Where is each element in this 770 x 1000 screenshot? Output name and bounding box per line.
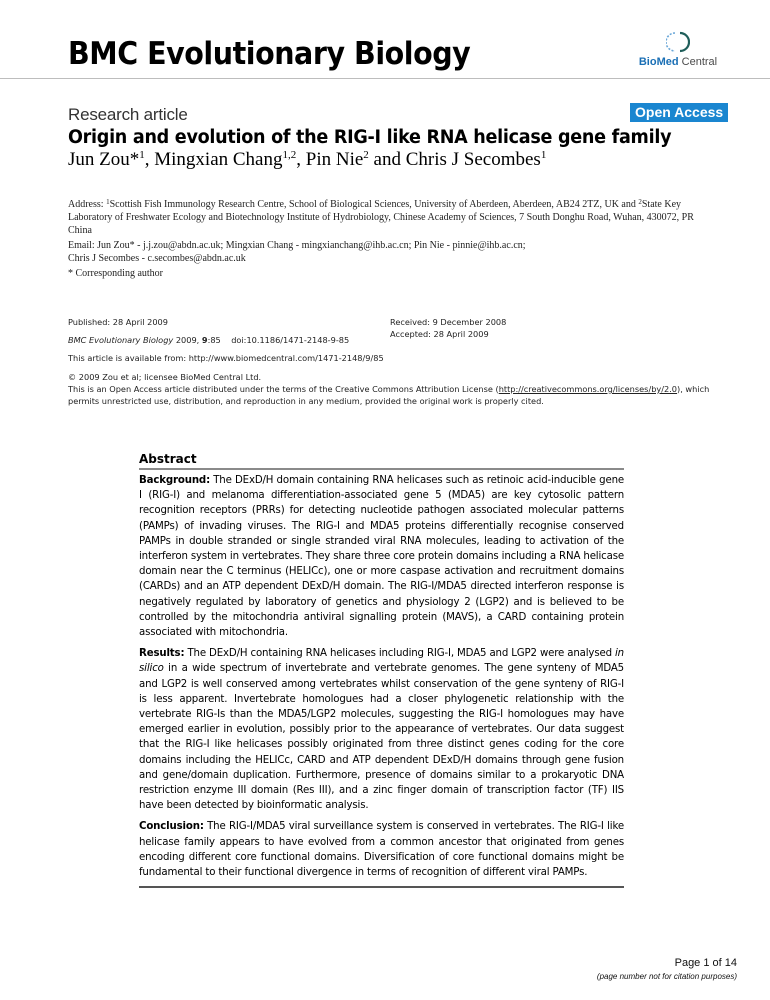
author-emails[interactable]	[68, 239, 700, 265]
license-link[interactable]: http://creativecommons.org/licenses/by/2.0	[498, 384, 678, 394]
received-date: Received: 9 December 2008	[390, 317, 507, 327]
abstract-top-divider	[139, 468, 624, 470]
accepted-date: Accepted: 28 April 2009	[390, 329, 489, 339]
author: Jun Zou*$^1$,	[68, 149, 155, 170]
author: Pin Nie$^2$ and	[305, 149, 406, 170]
page-number-note: (page number not for citation purposes)	[596, 972, 737, 981]
email-line-1[interactable]: Email: Jun Zou* - j.j.zou@abdn.ac.uk; Mingxian Chang - mingxianchang@ihb.ac.cn; Pin Nie - pinnie@ihb.ac.cn;	[68, 240, 526, 251]
abstract-bottom-divider	[139, 886, 624, 888]
license-text: This is an Open Access article distributed under the terms of the Creative Commons Attribution License (http://creativecommons.org/licenses/by/2.0), which permits unrestricted use, distribution, and reproduction in any medium, provided the original work is properly cited.	[68, 384, 710, 406]
email-line-2[interactable]: Chris J Secombes - c.secombes@abdn.ac.uk	[68, 253, 246, 264]
author: Chris J Secombes$^1$	[405, 149, 547, 170]
header-divider	[0, 78, 770, 79]
abstract-background: Background: The DExD/H domain containing RNA helicases such as retinoic acid-inducible gene I (RIG-I) and melanoma differentiation-associated gene 5 (MDA5) are key cytosolic pattern recognition receptors (PRRs) for detecting nucleotide pathogen associated molecular patterns (PAMPs) of invading viruses. The RIG-I and MDA5 proteins differentially recognise conserved PAMPs in double stranded or single stranded viral RNA molecules, leading to activation of the interferon system in vertebrates. They share three core protein domains including a RNA helicase domain near the C terminus (HELICc), one or more caspase activation and recruitment domains (CARDs) and an ATP dependent DExD/H domain. The RIG-I/MDA5 directed interferon response is negatively regulated by laboratory of genetics and physiology 2 (LGP2) and is believed to be controlled by the mitochondria antiviral signalling protein (MAVS), a CARD containing protein associated with mitochondria.	[139, 475, 624, 639]
doi[interactable]: doi:10.1186/1471-2148-9-85	[231, 335, 350, 345]
citation: BMC Evolutionary Biology 2009, 9:85 doi:10.1186/1471-2148-9-85	[68, 335, 350, 345]
biomed-central-logo-icon	[666, 30, 690, 54]
open-access-badge: Open Access	[630, 103, 728, 122]
copyright: © 2009 Zou et al; licensee BioMed Central Ltd.	[68, 372, 262, 382]
article-url[interactable]: This article is available from: http://www.biomedcentral.com/1471-2148/9/85	[68, 353, 384, 363]
article-title: Origin and evolution of the RIG-I like RNA helicase gene family	[68, 127, 672, 148]
journal-title: BMC Evolutionary Biology	[68, 36, 471, 72]
abstract-heading: Abstract	[139, 452, 197, 466]
abstract-conclusion: Conclusion: The RIG-I/MDA5 viral surveillance system is conserved in vertebrates. The RIG-I like helicase family appears to have evolved from a common ancestor that originated from genes encoding different core functional domains. Diversification of core functional domains might be fundamental to their functional divergence in terms of recognition of different viral PAMPs.	[139, 821, 624, 879]
publisher-name: BioMed Central	[638, 56, 718, 68]
author: Mingxian Chang$^{1,2}$,	[154, 149, 306, 170]
corresponding-author-note: * Corresponding author	[68, 268, 163, 279]
abstract-section	[139, 452, 624, 888]
author-list	[68, 149, 546, 171]
author-address: Address: $^1$Scottish Fish Immunology Research Centre, School of Biological Sciences, University of Aberdeen, Aberdeen, AB24 2TZ, UK and $^2$State Key Laboratory of Freshwater Ecology and Biotechnology Institute of Hydrobiology, Chinese Academy of Sciences, 7 South Donghu Road, Wuhan, 430072, PR China	[68, 198, 694, 236]
article-type: Research article	[68, 105, 188, 124]
published-date: Published: 28 April 2009	[68, 317, 168, 327]
abstract-results: Results: The DExD/H containing RNA helicases including RIG-I, MDA5 and LGP2 were analysed in silico in a wide spectrum of invertebrate and vertebrate genomes. The gene synteny of MDA5 and LGP2 is well conserved among vertebrates whilst conservation of the gene synteny of RIG-I is less apparent. Invertebrate homologues had a closer phylogenetic relationship with the vertebrate RIG-Is than the MDA5/LGP2 molecules, suggesting the RIG-I homologues may have emerged earlier in evolution, possibly prior to the appearance of vertebrates. Our data suggest that the RIG-I like helicases possibly originated from three distinct genes coding for the core domains including the HELICc, CARD and ATP dependent DExD/H domains through gene fusion and gene/domain duplication. Furthermore, presence of domains similar to a prokaryotic DNA restriction enzyme III domain (Res III), and a zinc finger domain of transcription factor (TF) IIS have been detected by bioinformatic analysis.	[139, 648, 624, 812]
page-number: Page 1 of 14	[674, 957, 737, 969]
publisher-logo[interactable]	[628, 30, 728, 74]
